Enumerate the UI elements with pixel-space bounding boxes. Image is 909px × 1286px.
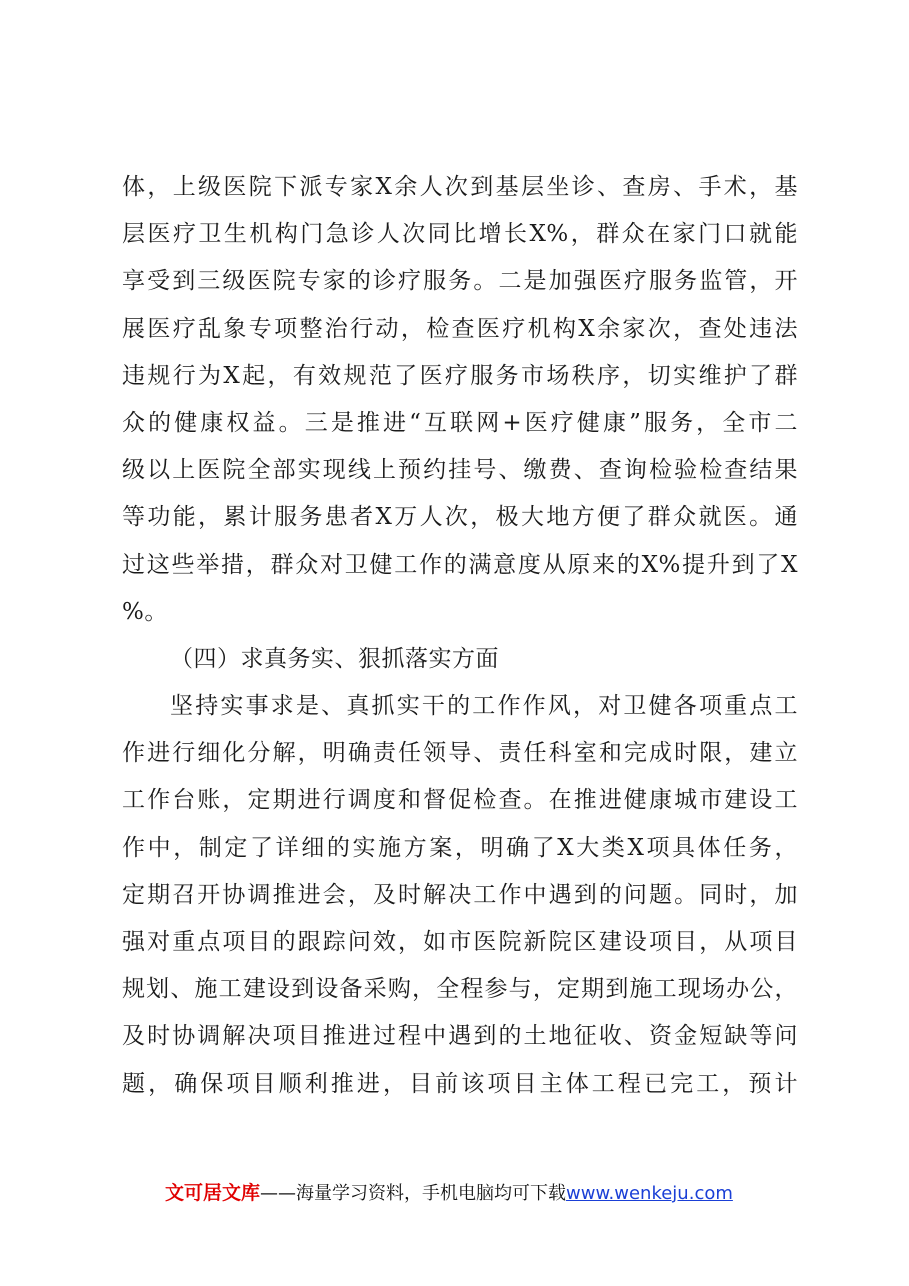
- text-line: 作进行细化分解，明确责任领导、责任科室和完成时限，建立: [122, 740, 798, 767]
- text-line: 规划、施工建设到设备采购，全程参与，定期到施工现场办公，: [122, 976, 798, 1003]
- text-line: 坚持实事求是、真抓实干的工作作风，对卫健各项重点工: [170, 693, 798, 720]
- footer-slogan: ——海量学习资料，手机电脑均可下载: [260, 1183, 567, 1204]
- text-line: 违规行为X起，有效规范了医疗服务市场秩序，切实维护了群: [122, 362, 798, 389]
- text-line: 体，上级医院下派专家X余人次到基层坐诊、查房、手术，基: [122, 174, 798, 200]
- footer-brand: 文可居文库: [165, 1182, 261, 1204]
- text-line: 强对重点项目的跟踪问效，如市医院新院区建设项目，从项目: [122, 929, 798, 955]
- text-line: 众的健康权益。三是推进“互联网+医疗健康”服务，全市二: [122, 409, 798, 436]
- text-line: 过这些举措，群众对卫健工作的满意度从原来的X%提升到了X: [122, 551, 798, 578]
- text-line: 等功能，累计服务患者X万人次，极大地方便了群众就医。通: [122, 504, 798, 531]
- text-line: 作中，制定了详细的实施方案，明确了X大类X项具体任务，: [122, 834, 798, 861]
- text-line: 定期召开协调推进会，及时解决工作中遇到的问题。同时，加: [122, 881, 798, 908]
- text-line: （四）求真务实、狠抓落实方面: [170, 645, 499, 672]
- text-line: 题，确保项目顺利推进，目前该项目主体工程已完工，预计: [122, 1070, 798, 1097]
- text-line: 展医疗乱象专项整治行动，检查医疗机构X余家次，查处违法: [122, 315, 798, 342]
- document-body: [122, 164, 798, 1108]
- text-line: 及时协调解决项目推进过程中遇到的土地征收、资金短缺等问: [122, 1023, 798, 1050]
- text-line: 享受到三级医院专家的诊疗服务。二是加强医疗服务监管，开: [122, 268, 798, 295]
- text-line: 层医疗卫生机构门急诊人次同比增长X%，群众在家门口就能: [122, 221, 798, 248]
- footer-banner: [165, 1178, 733, 1209]
- text-line: 级以上医院全部实现线上预约挂号、缴费、查询检验检查结果: [122, 457, 798, 484]
- text-line: %。: [122, 598, 168, 625]
- footer-url-link[interactable]: www.wenkeju.com: [566, 1183, 733, 1204]
- text-line: 工作台账，定期进行调度和督促检查。在推进健康城市建设工: [122, 787, 798, 814]
